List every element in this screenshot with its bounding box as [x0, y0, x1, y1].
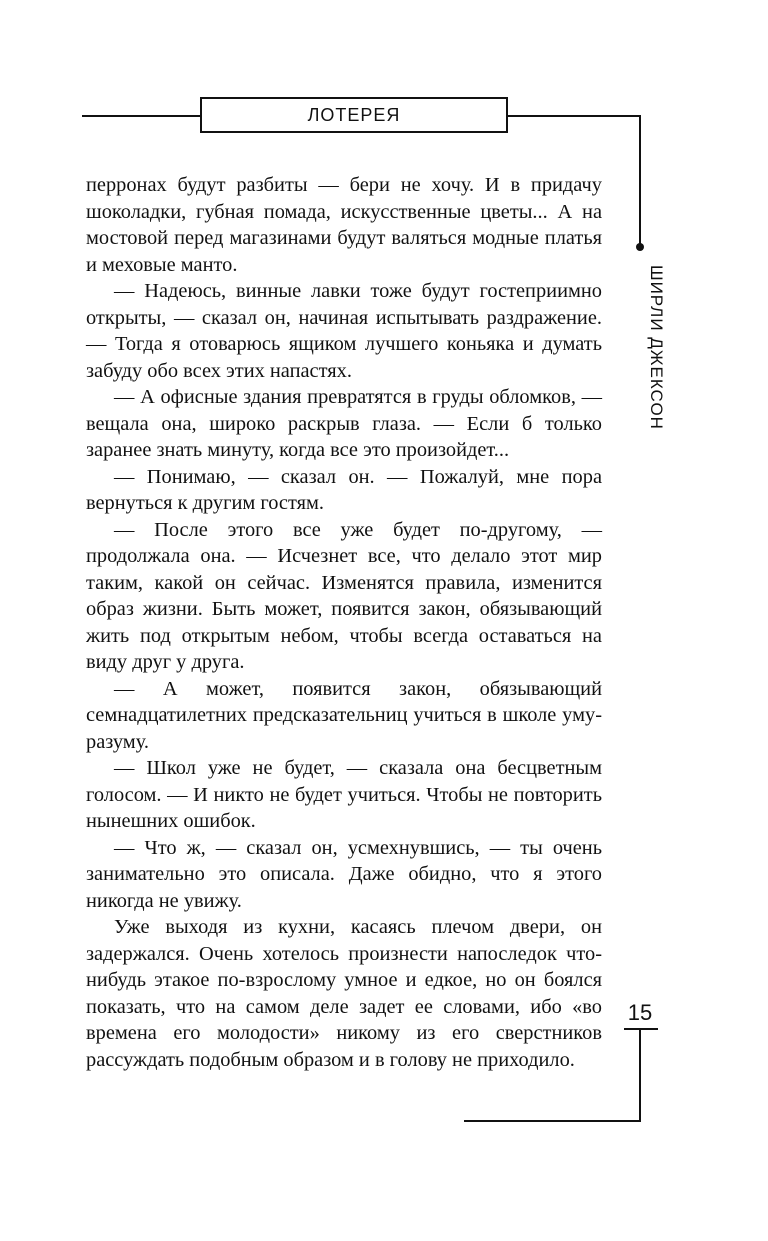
- margin-dot: [636, 243, 644, 251]
- paragraph-9: Уже выходя из кухни, касаясь плечом двери, он задержался. Очень хотелось произнести напоследок что-нибудь этакое по-взрослому умное и едкое, но он боялся показать, что на самом деле задет ее словами, ибо «во времена его молодости» никому из его сверстников рассуждать подобным образом и в голову не приходило.: [86, 916, 602, 1071]
- header-rule-right: [508, 115, 640, 117]
- paragraph-3: — А офисные здания превратятся в груды обломков, — вещала она, широко раскрыв глаза. — Если б только заранее знать минуту, когда все это произойдет...: [86, 386, 602, 461]
- running-title: ЛОТЕРЕЯ: [307, 104, 401, 125]
- paragraph-6: — А может, появится закон, обязывающий семнадцатилетних предсказательниц учиться в школе уму-разуму.: [86, 677, 602, 753]
- margin-rule-bottom: [639, 1030, 641, 1122]
- header-rule-left: [82, 115, 200, 117]
- running-author: ШИРЛИ ДЖЕКСОН: [647, 265, 666, 430]
- footer-rule: [464, 1120, 641, 1122]
- margin-rule-top: [639, 115, 641, 248]
- paragraph-5: — После этого все уже будет по-другому, — продолжала она. — Исчезнет все, что делало этот мир таким, какой он сейчас. Изменятся правила, изменится образ жизни. Быть может, появится закон, обязывающий жить под открытым небом, чтобы всегда оставаться на виду друг у друга.: [86, 518, 602, 673]
- paragraph-1: перронах будут разбиты — бери не хочу. И в придачу шоколадки, губная помада, искусственные цветы... А на мостовой перед магазинами будут валяться модные платья и меховые манто.: [86, 174, 602, 276]
- paragraph-7: — Школ уже не будет, — сказала она бесцветным голосом. — И никто не будет учиться. Чтобы не повторить нынешних ошибок.: [86, 757, 602, 832]
- paragraph-8: — Что ж, — сказал он, усмехнувшись, — ты очень занимательно это описала. Даже обидно, что я этого никогда не увижу.: [86, 836, 602, 912]
- paragraph-2: — Надеюсь, винные лавки тоже будут гостеприимно открыты, — сказал он, начиная испытывать раздражение. — Тогда я отоварюсь ящиком лучшего коньяка и думать забуду обо всех этих напастях.: [86, 280, 602, 382]
- body-text: [86, 172, 602, 1073]
- paragraph-4: — Понимаю, — сказал он. — Пожалуй, мне пора вернуться к другим гостям.: [86, 465, 602, 514]
- running-title-box: [200, 97, 508, 133]
- page-number-underline: [624, 1028, 658, 1030]
- page-number: 15: [627, 1000, 653, 1025]
